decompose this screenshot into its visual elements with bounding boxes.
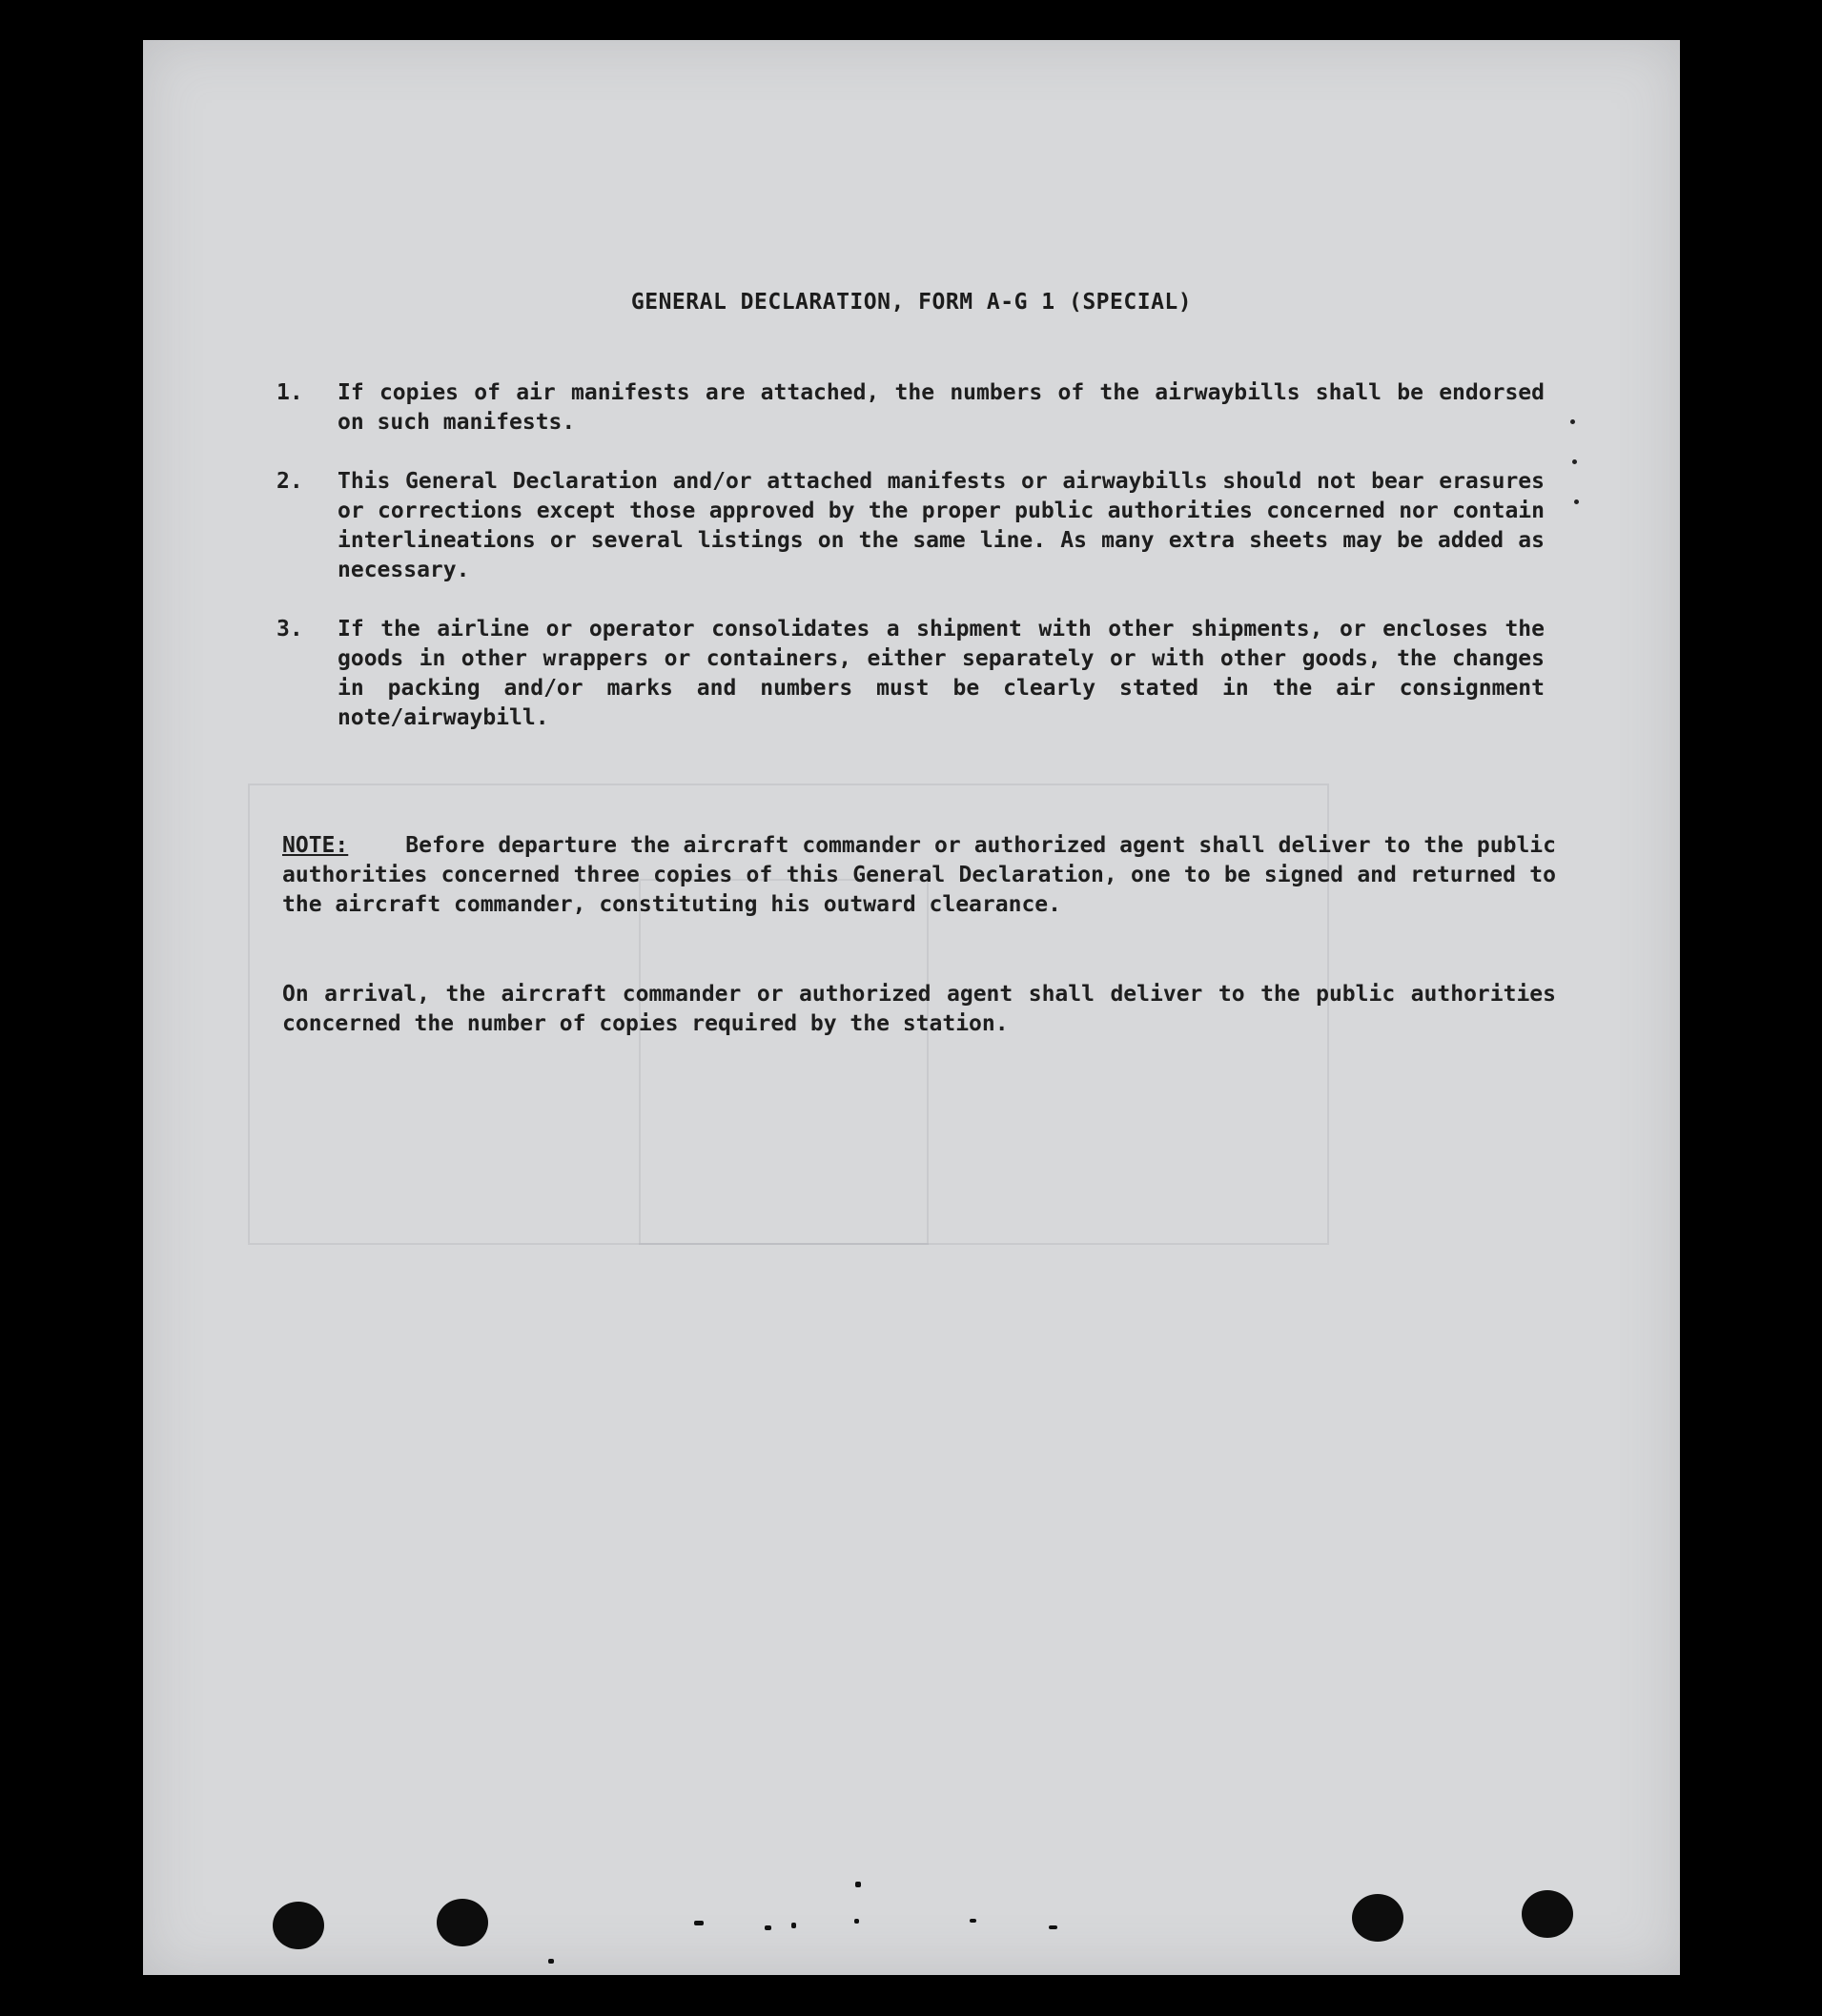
punch-hole (1522, 1890, 1573, 1938)
speck (694, 1921, 704, 1925)
arrival-paragraph: On arrival, the aircraft commander or authorized agent shall deliver to the public authorities concerned the number of copies required by the station. (282, 982, 1556, 1036)
item-number: 2. (276, 469, 303, 494)
speck (791, 1923, 796, 1928)
margin-mark (1572, 459, 1577, 464)
note-paragraph (282, 831, 1556, 920)
margin-mark (1574, 499, 1579, 504)
document-page (143, 40, 1680, 1975)
item-text: This General Declaration and/or attached manifests or airwaybills should not bear erasures or corrections except those approved by the proper public authorities concerned nor contain interlineations or several listings on the same line. As many extra sheets may be added as necessary. (338, 469, 1545, 582)
speck (854, 1919, 859, 1924)
item-text: If the airline or operator consolidates a shipment with other shipments, or encloses the goods in other wrappers or containers, either separately or with other goods, the changes in packing and/or marks and numbers must be clearly stated in the air consignment note/airwaybill. (338, 617, 1545, 730)
speck (1049, 1925, 1057, 1929)
instruction-item (276, 467, 1545, 585)
bleed-table-column (639, 879, 929, 1245)
punch-hole (1352, 1894, 1403, 1942)
instruction-item (276, 615, 1545, 733)
punch-hole (273, 1902, 324, 1949)
item-number: 3. (276, 617, 303, 641)
page-title: GENERAL DECLARATION, FORM A-G 1 (SPECIAL) (630, 290, 1193, 315)
speck (970, 1919, 976, 1923)
instruction-item (276, 378, 1545, 438)
speck (548, 1959, 554, 1964)
item-text: If copies of air manifests are attached, the numbers of the airwaybills shall be endorsed on such manifests. (338, 380, 1545, 435)
punch-hole (437, 1899, 488, 1946)
margin-mark (1570, 419, 1575, 424)
note-text: Before departure the aircraft commander or authorized agent shall deliver to the public authorities concerned three copies of this General Declaration, one to be signed and returned to the aircraft commander, constituting his outward clearance. (282, 833, 1556, 917)
note-label: NOTE: (282, 833, 349, 858)
instruction-list (276, 378, 1545, 763)
item-number: 1. (276, 380, 303, 405)
speck (765, 1925, 771, 1930)
speck (855, 1882, 861, 1887)
